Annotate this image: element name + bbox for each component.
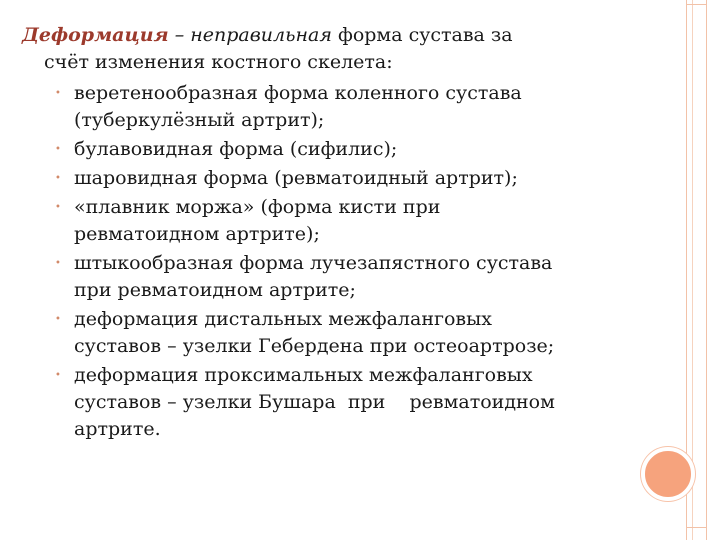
list-item-line: штыкообразная форма лучезапястного сустава (74, 252, 553, 274)
list-item-line: деформация дистальных межфаланговых (74, 308, 492, 330)
bullet-icon: • (55, 314, 61, 325)
list-item (22, 306, 637, 360)
decorative-horizontal-line (686, 4, 707, 5)
list-item-line: «плавник моржа» (форма кисти при (74, 196, 441, 218)
decorative-horizontal-line (686, 527, 707, 528)
list-item (22, 194, 637, 248)
list-item (22, 362, 637, 443)
dash: – (168, 24, 191, 46)
list-item-line: шаровидная форма (ревматоидный артрит); (74, 167, 518, 189)
list-item-line: суставов – узелки Гебердена при остеоартрозе; (74, 335, 555, 357)
deformation-list (22, 80, 637, 443)
bullet-icon: • (55, 370, 61, 381)
list-item-line: ревматоидном артрите); (74, 223, 320, 245)
bullet-icon: • (55, 144, 61, 155)
slide-content (22, 22, 637, 445)
list-item (22, 165, 637, 192)
definition-continuation: счёт изменения костного скелета: (44, 51, 393, 73)
list-item-line: артрите. (74, 418, 161, 440)
decorative-circle (641, 447, 695, 501)
bullet-icon: • (55, 173, 61, 184)
list-item-line: (туберкулёзный артрит); (74, 109, 325, 131)
list-item-line: суставов – узелки Бушара при ревматоидном (74, 391, 555, 413)
list-item (22, 80, 637, 134)
list-item-line: веретенообразная форма коленного сустава (74, 82, 522, 104)
list-item-line: булавовидная форма (сифилис); (74, 138, 398, 160)
decorative-vertical-line (706, 0, 707, 540)
bullet-icon: • (55, 258, 61, 269)
italic-word: неправильная (190, 24, 332, 46)
bullet-icon: • (55, 202, 61, 213)
list-item (22, 250, 637, 304)
bullet-icon: • (55, 88, 61, 99)
list-item (22, 136, 637, 163)
list-item-line: деформация проксимальных межфаланговых (74, 364, 533, 386)
term-deformation: Деформация (22, 24, 169, 46)
list-item-line: при ревматоидном артрите; (74, 279, 356, 301)
definition-paragraph (22, 22, 637, 76)
decorative-vertical-line (692, 0, 693, 540)
definition-text: форма сустава за (331, 24, 513, 46)
